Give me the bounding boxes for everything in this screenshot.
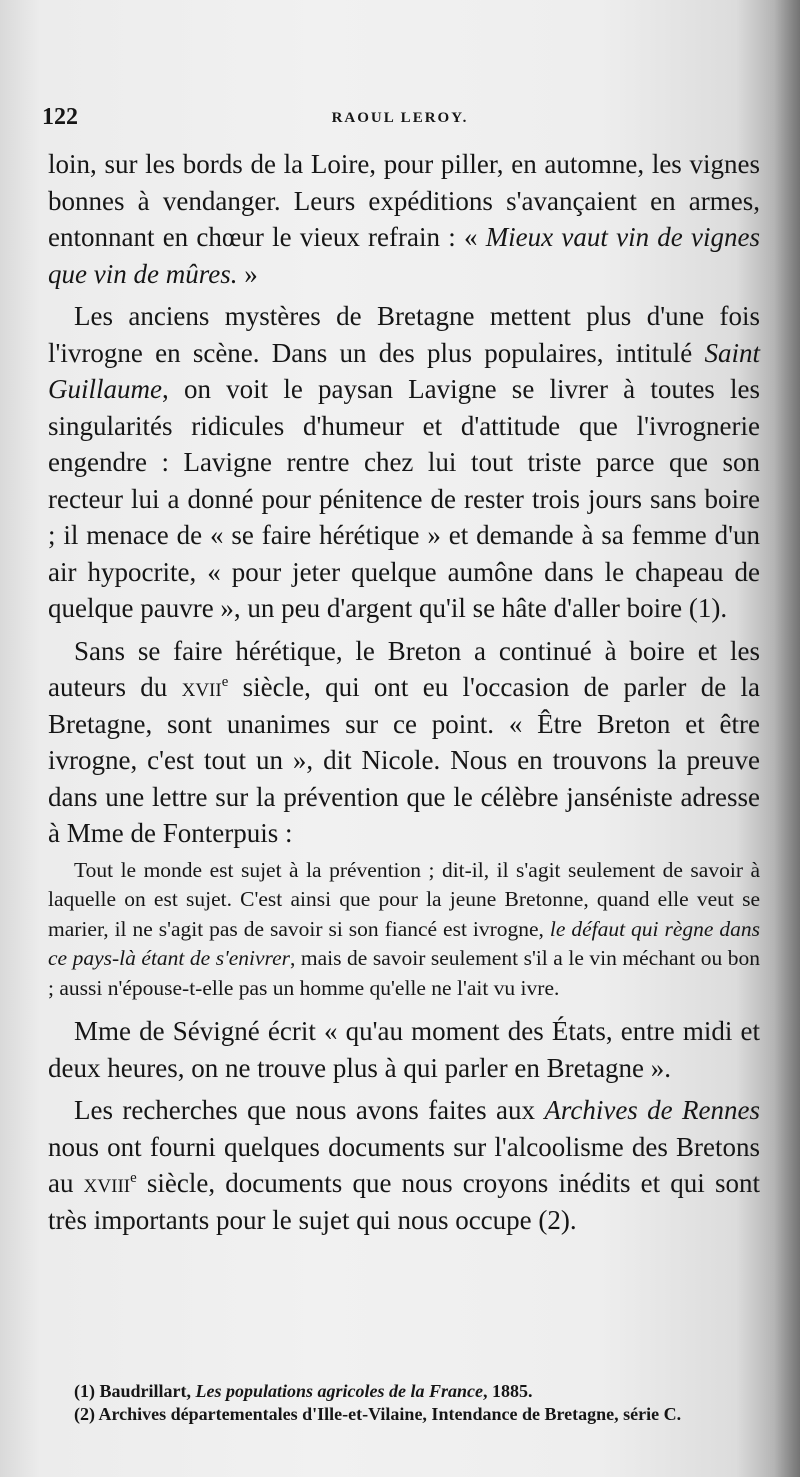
italic-text: le défaut qui règne dans ce pays-là étant de s'enivrer [48, 916, 760, 970]
paragraph-text: Les recherches que nous avons faites aux [74, 1095, 545, 1125]
italic-text: Mieux vaut vin de vignes que vin de mûres. [48, 222, 760, 289]
paragraph-3 [48, 633, 760, 852]
page-number: 122 [42, 104, 78, 130]
paragraph-5 [48, 1092, 760, 1238]
quote-text: , mais de savoir seulement s'il a le vin méchant ou bon ; aussi n'épouse-t-elle pas un homme qu'elle ne l'ait vu ivre. [48, 946, 760, 1000]
paragraph-4: Mme de Sévigné écrit « qu'au moment des États, entre midi et deux heures, on ne trouve plus à qui parler en Bretagne ». [48, 1016, 760, 1083]
paragraph-text: siècle, qui ont eu l'occasion de parler de la Bretagne, sont unanimes sur ce point. « Être Breton et être ivrogne, c'est tout un », dit Nicole. Nous en trouvons la preuve dans une lettre sur la prévention que le célèbre janséniste adresse à Mme de Fonterpuis : [48, 672, 761, 848]
running-head: RAOUL LEROY. [331, 110, 469, 126]
paragraph-1 [48, 146, 760, 292]
paragraph-text: Sans se faire hérétique, le Breton a continué à boire et les auteurs du [48, 635, 760, 702]
superscript: e [221, 674, 229, 690]
italic-text: Saint Guillaume [48, 337, 760, 404]
paragraph-text: , on voit le paysan Lavigne se livrer à toutes les singularités ridicules d'humeur et d'attitude que l'ivrognerie engendre : Lavigne rentre chez lui tout triste parce que son recteur lui a donné pour pénitence de rester trois jours sans boire ; il menace de « se faire hérétique » et demande à sa femme d'un air hypocrite, « pour jeter quelque aumône dans le chapeau de quelque pauvre », un peu d'argent qu'il se hâte d'aller boire (1). [48, 374, 760, 623]
footnote-text: , 1885. [483, 1381, 533, 1401]
footnote-1 [48, 1380, 760, 1403]
superscript: e [130, 1170, 137, 1186]
italic-text: Les populations agricoles de la France [195, 1381, 483, 1401]
quote-text: Tout le monde est sujet à la prévention ; dit-il, il s'agit seulement de savoir à laquelle on est sujet. C'est ainsi que pour la jeune Bretonne, quand elle veut se marier, il ne s'agit pas de savoir si son fiancé est ivrogne, [48, 857, 760, 941]
paragraph-text: Les anciens mystères de Bretagne mettent plus d'une fois l'ivrogne en scène. Dans un des plus populaires, intitulé [48, 301, 760, 368]
footnotes [48, 1380, 760, 1425]
paragraph-text: loin, sur les bords de la Loire, pour piller, en automne, les vignes bonnes à vendanger. Leurs expéditions s'avançaient en armes, entonnant en chœur le vieux refrain : « [48, 149, 760, 252]
paragraph-text: siècle, documents que nous croyons inédits et qui sont très importants pour le sujet qui nous occupe (2). [48, 1168, 761, 1235]
italic-text: Archives de Rennes [544, 1095, 760, 1125]
footnote-text: (1) Baudrillart, [74, 1381, 196, 1401]
paragraph-2 [48, 298, 760, 627]
century-numeral: xviii [83, 1168, 131, 1198]
century-numeral: xvii [181, 672, 222, 702]
paragraph-text: nous ont fourni quelques documents sur l'alcoolisme des Bretons au [48, 1131, 760, 1198]
footnote-2: (2) Archives départementales d'Ille-et-Vilaine, Intendance de Bretagne, série C. [74, 1403, 682, 1424]
body-text [48, 146, 760, 1238]
block-quote [48, 856, 760, 1004]
paragraph-text: » [237, 258, 258, 289]
page-header [42, 104, 758, 140]
